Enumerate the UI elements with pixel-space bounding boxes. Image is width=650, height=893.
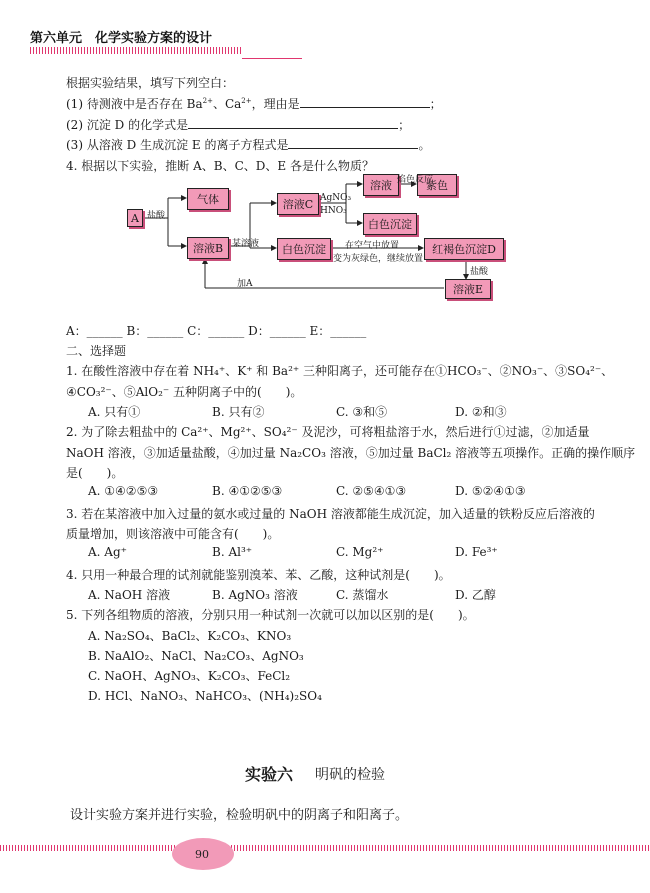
option-a[interactable]: A. Ag⁺: [88, 545, 127, 559]
footer-stripe: [0, 845, 650, 851]
label-air: 在空气中放置: [345, 241, 400, 251]
option-a[interactable]: A. 只有①: [88, 405, 141, 419]
node-white-precipitate: 白色沉淀: [277, 238, 331, 260]
question-stem: ④CO₃²⁻、⑤AlO₂⁻ 五种阴离子中的( )。: [66, 385, 303, 399]
label-agno3: AgNO₃: [320, 193, 352, 203]
label-hcl-2: 盐酸: [470, 267, 489, 277]
q2-text: (2) 沉淀 D 的化学式是: [66, 118, 189, 132]
experiment-text: 设计实验方案并进行实验，检验明矾中的阴离子和阳离子。: [70, 808, 409, 823]
option-a[interactable]: A. Na₂SO₄、BaCl₂、K₂CO₃、KNO₃: [88, 629, 292, 643]
question-stem: NaOH 溶液，③加适量盐酸，④加过量 Na₂CO₃ 溶液，⑤加过量 BaCl₂ 溶液等五项操作。正确的操作顺序: [66, 446, 636, 460]
question-stem: 是( )。: [66, 466, 124, 480]
unit-label: 第六单元: [30, 31, 83, 46]
q1-post: ，理由是: [251, 97, 300, 111]
node-gas: 气体: [187, 188, 229, 210]
label-add-a: 加A: [237, 279, 253, 289]
q1-pre: (1) 待测液中是否存在 Ba: [66, 97, 203, 111]
option-d[interactable]: D. ⑤②④①③: [455, 484, 526, 498]
node-solution: 溶液: [363, 174, 399, 196]
option-d[interactable]: D. HCl、NaNO₃、NaHCO₃、(NH₄)₂SO₄: [88, 689, 322, 703]
q1-mid: 、Ca: [212, 97, 242, 111]
label-gray-green: 变为灰绿色，继续放置: [333, 254, 424, 264]
page-number: 90: [195, 848, 209, 861]
label-some-solution: 某溶液: [232, 239, 260, 249]
node-white-precipitate: 白色沉淀: [363, 213, 417, 235]
unit-title: 化学实验方案的设计: [95, 31, 213, 46]
fill-intro: 根据实验结果，填写下列空白：: [66, 76, 235, 90]
label-hcl: 盐酸: [147, 211, 166, 221]
question-stem: 4. 只用一种最合理的试剂就能鉴别溴苯、苯、乙酸，这种试剂是( )。: [66, 568, 451, 582]
question-stem: 5. 下列各组物质的溶液，分别只用一种试剂一次就可以加以区别的是( )。: [66, 608, 475, 622]
option-b[interactable]: B. 只有②: [212, 405, 265, 419]
node-solution-e: 溶液E: [445, 279, 491, 299]
option-c[interactable]: C. NaOH、AgNO₃、K₂CO₃、FeCl₂: [88, 669, 291, 683]
option-b[interactable]: B. Al³⁺: [212, 545, 253, 559]
option-d[interactable]: D. ②和③: [455, 405, 507, 419]
q1-end: ；: [429, 97, 442, 111]
question-stem: 质量增加，则该溶液中可能含有( )。: [66, 527, 280, 541]
fill-q1: (1) 待测液中是否存在 $Ba^{2+}$、$Ca^{2+}$，理由是 ；: [66, 97, 442, 111]
question-stem: 2. 为了除去粗盐中的 Ca²⁺、Mg²⁺、SO₄²⁻ 及泥沙，可将粗盐溶于水，然后进行①过滤，②加适量: [66, 425, 590, 439]
option-a[interactable]: A. NaOH 溶液: [88, 588, 171, 602]
option-b[interactable]: B. ④①②⑤③: [212, 484, 283, 498]
option-c[interactable]: C. ②⑤④①③: [336, 484, 407, 498]
node-a: A: [127, 209, 143, 227]
option-b[interactable]: B. NaAlO₂、NaCl、Na₂CO₃、AgNO₃: [88, 649, 304, 663]
option-a[interactable]: A. ①④②⑤③: [88, 484, 159, 498]
experiment-label: 实验六: [245, 765, 294, 784]
label-flame-test: 焰色反应: [397, 175, 434, 185]
node-purple: 紫色: [417, 174, 457, 196]
option-d[interactable]: D. Fe³⁺: [455, 545, 498, 559]
q4-stem: 4. 根据以下实验，推断 A、B、C、D、E 各是什么物质？: [66, 159, 374, 173]
option-c[interactable]: C. ③和⑤: [336, 405, 388, 419]
q4-answer-line: A：______ B：______ C：______ D：______ E：______: [66, 324, 367, 338]
option-c[interactable]: C. 蒸馏水: [336, 588, 389, 602]
label-hno3: HNO₃: [320, 206, 347, 216]
q3-end: 。: [418, 138, 431, 152]
question-stem: 1. 在酸性溶液中存在着 NH₄⁺、K⁺ 和 Ba²⁺ 三种阳离子，还可能存在①HCO₃⁻、②NO₃⁻、③SO₄²⁻、: [66, 364, 614, 378]
node-redbrown-precipitate: 红褐色沉淀D: [424, 238, 504, 260]
section-title: 二、选择题: [66, 344, 127, 358]
experiment-title: 明矾的检验: [315, 767, 385, 783]
node-solution-b: 溶液B: [187, 237, 229, 259]
node-solution-c: 溶液C: [277, 193, 319, 215]
option-d[interactable]: D. 乙醇: [455, 588, 496, 602]
q2-end: ；: [398, 118, 411, 132]
question-stem: 3. 若在某溶液中加入过量的氨水或过量的 NaOH 溶液都能生成沉淀，加入适量的铁粉反应后溶液的: [66, 507, 595, 521]
q3-text: (3) 从溶液 D 生成沉淀 E 的离子方程式是: [66, 138, 289, 152]
flow-arrows: [0, 0, 650, 330]
option-c[interactable]: C. Mg²⁺: [336, 545, 384, 559]
option-b[interactable]: B. AgNO₃ 溶液: [212, 588, 298, 602]
